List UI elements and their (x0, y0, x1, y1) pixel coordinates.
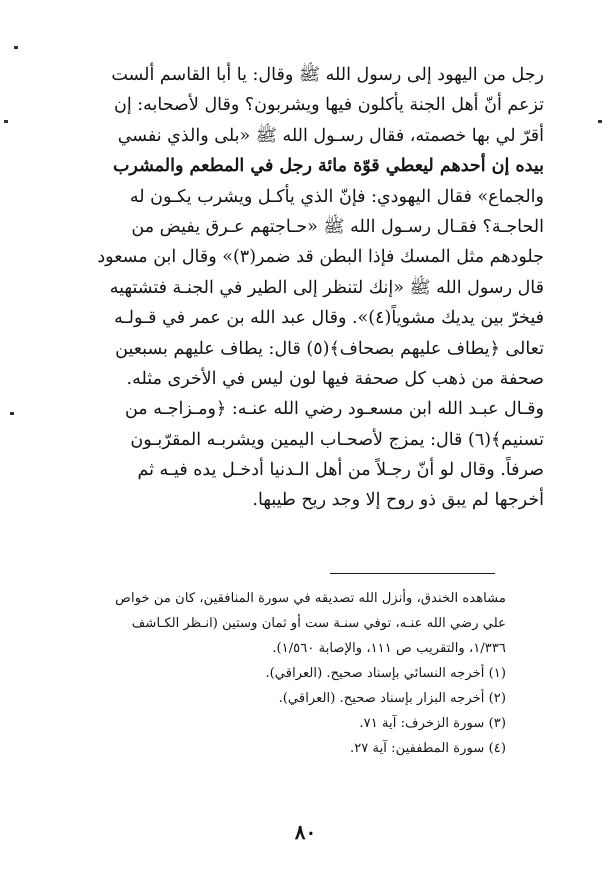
main-text (66, 60, 544, 516)
footnote-line: (١) أخرجه النسائي بإسناد صحيح. (العراقي). (265, 666, 506, 681)
scan-speck (10, 412, 14, 415)
footnote-line: (٢) أخرجه البزار بإسناد صحيح. (العراقي). (278, 691, 506, 706)
footnote-line: (٤) سورة المطففين: آية ٢٧. (349, 741, 506, 756)
text-line: رجل من اليهود إلى رسول الله ﷺ وقال: يا أبا القاسم ألست (111, 65, 544, 85)
text-line: تزعم أنّ أهل الجنة يأكلون فيها ويشربون؟ وقال لأصحابه: إن (114, 95, 544, 116)
scan-speck (598, 120, 602, 123)
scan-speck (14, 46, 18, 49)
footnote-line: (٣) سورة الزخرف: آية ٧١. (359, 716, 506, 731)
footnotes (66, 586, 506, 761)
text-line: أخرجها لم يبق ذو روح إلا وجد ريح طيبها. (252, 490, 544, 511)
text-line: صحفة من ذهب كل صحفة فيها لون ليس في الأخرى مثله. (126, 368, 544, 389)
footnote-line: علي رضي الله عنـه، توفي سنـة ست أو ثمان وستين (انـظر الكـاشف (131, 616, 506, 631)
text-line: تسنيم﴾(٦) قال: يمزج لأصحـاب اليمين ويشربـه المقرّبـون (130, 429, 544, 450)
text-line: تعالى ﴿يطاف عليهم بصحاف﴾(٥) قال: يطاف عليهم بسبعين (115, 338, 544, 359)
scan-speck (4, 120, 8, 123)
text-line: فيخرّ بين يديك مشوياً(٤)». وقال عبد الله بن عمر في قـولـه (114, 308, 544, 329)
footnote-separator (330, 573, 495, 574)
text-line: بيده إن أحدهم ليعطي قوّة مائة رجل في المطعم والمشرب (112, 156, 544, 177)
text-line: صرفاً. وقال لو أنّ رجـلاً من أهل الـدنيا أدخـل يده فيـه ثم (137, 460, 544, 481)
text-line: قال رسول الله ﷺ «إنك لتنظر إلى الطير في الجنـة فتشتهيه (109, 277, 544, 298)
text-line: جلودهم مثل المسك فإذا البطن قد ضمر(٣)» وقال ابن مسعود (97, 247, 544, 268)
text-line: وقـال عبـد الله ابن مسعـود رضي الله عنـه: ﴿ومـزاجـه من (124, 399, 544, 420)
footnote-line: مشاهده الخندق، وأنزل الله تصديقه في سورة المنافقين، كان من خواص (115, 591, 506, 606)
footnote-line: ١/٣٣٦، والتقريب ص ١١١، والإصابة ١/٥٦٠). (272, 641, 506, 656)
text-line: الحاجـة؟ فقـال رسـول الله ﷺ «حـاجتهم عـرق يفيض من (131, 216, 544, 237)
page-number: ٨٠ (294, 820, 317, 844)
text-line: والجماع» فقال اليهودي: فإنّ الذي يأكـل ويشرب يكـون له (129, 186, 544, 207)
text-line: أقرّ لي بها خصمته، فقال رسـول الله ﷺ «بلى والذي نفسي (117, 125, 544, 146)
